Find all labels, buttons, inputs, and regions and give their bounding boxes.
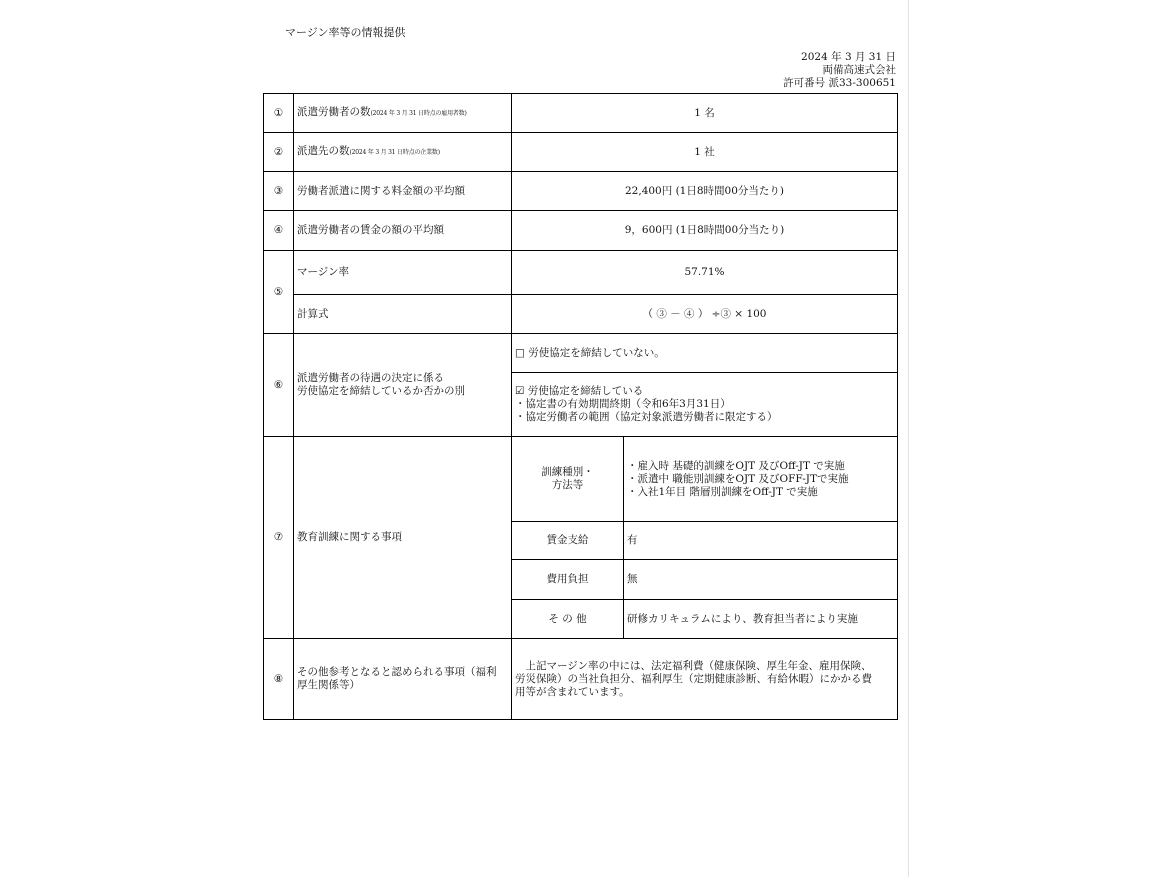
value-line: ・雇入時 基礎的訓練をOJT 及びOff-JT で実施 — [627, 459, 845, 472]
value-line: ・派遣中 職能別訓練をOJT 及びOFF-JTで実施 — [627, 472, 849, 485]
label-text: 派遣先の数 — [297, 145, 350, 157]
training-type-value — [624, 437, 898, 522]
table-row — [264, 251, 898, 295]
margin-rate-value: 57.71% — [512, 251, 898, 295]
row-number: ⑤ — [264, 251, 294, 334]
row-number: ③ — [264, 172, 294, 211]
label-note: (2024 年 3 月 31 日時点の雇用者数) — [370, 110, 467, 117]
document-date: 2024 年 3 月 31 日 — [801, 51, 896, 63]
row-number: ④ — [264, 211, 294, 251]
license-number: 許可番号 派33-300651 — [783, 77, 896, 89]
margin-info-table — [263, 93, 898, 720]
wage-payment-value: 有 — [624, 522, 898, 560]
row-number: ⑥ — [264, 334, 294, 437]
row-label — [294, 133, 512, 172]
label-text: 派遣労働者の数 — [297, 106, 371, 118]
row-label — [294, 639, 512, 720]
table-row — [264, 639, 898, 720]
row-label: 派遣労働者の賃金の額の平均額 — [294, 211, 512, 251]
label-line: その他参考となると認められる事項（福利 — [297, 666, 497, 678]
row-label: 教育訓練に関する事項 — [294, 437, 512, 639]
company-name: 両備高速式会社 — [822, 64, 896, 76]
table-row — [264, 211, 898, 251]
row-number: ⑦ — [264, 437, 294, 639]
document-header — [783, 51, 896, 90]
label-line: 労使協定を締結しているか否かの別 — [297, 385, 465, 397]
training-type-label — [512, 437, 624, 522]
row-number: ② — [264, 133, 294, 172]
row-label — [294, 94, 512, 133]
table-row — [264, 133, 898, 172]
row-number: ① — [264, 94, 294, 133]
label-line: 方法等 — [551, 479, 584, 491]
label-line: 厚生関係等） — [297, 679, 360, 691]
document-title: マージン率等の情報提供 — [285, 26, 406, 39]
other-value: 研修カリキュラムにより、教育担当者により実施 — [624, 600, 898, 639]
label-note: (2024 年 3 月 31 日時点の企業数) — [349, 149, 440, 156]
value-line: ・入社1年目 階層別訓練をOff-JT で実施 — [627, 485, 818, 498]
row-number: ⑧ — [264, 639, 294, 720]
value-line: 用等が含まれています。 — [515, 685, 630, 698]
formula-value: （ ③ － ④ ） ÷③ × 100 — [512, 295, 898, 334]
option-concluded — [512, 373, 898, 437]
table-row — [264, 94, 898, 133]
row-value: 9，600円 (1日8時間00分当たり) — [512, 211, 898, 251]
option-line: ☑ 労使協定を締結している — [515, 385, 644, 397]
label-line: 派遣労働者の待遇の決定に係る — [297, 372, 444, 384]
option-line: ・協定書の有効期間終期（令和6年3月31日） — [515, 398, 731, 410]
row-value: 1 名 — [512, 94, 898, 133]
page-edge — [908, 0, 909, 877]
other-label: そ の 他 — [512, 600, 624, 639]
row-label — [294, 334, 512, 437]
table-row — [264, 334, 898, 373]
wage-payment-label: 賃金支給 — [512, 522, 624, 560]
row-label: 計算式 — [294, 295, 512, 334]
row-value: 1 社 — [512, 133, 898, 172]
value-line: 労災保険）の当社負担分、福利厚生（定期健康診断、有給休暇）にかかる費 — [515, 672, 872, 685]
table-row — [264, 172, 898, 211]
label-line: 訓練種別・ — [541, 466, 594, 478]
row-label: 労働者派遣に関する料金額の平均額 — [294, 172, 512, 211]
option-not-concluded: □ 労使協定を締結していない。 — [512, 334, 898, 373]
row-value: 22,400円 (1日8時間00分当たり) — [512, 172, 898, 211]
table-row — [264, 437, 898, 522]
row-label: マージン率 — [294, 251, 512, 295]
table-row — [264, 295, 898, 334]
cost-burden-label: 費用負担 — [512, 560, 624, 600]
notes-value — [512, 639, 898, 720]
value-line: 上記マージン率の中には、法定福利費（健康保険、厚生年金、雇用保険、 — [525, 659, 872, 672]
cost-burden-value: 無 — [624, 560, 898, 600]
option-line: ・協定労働者の範囲（協定対象派遣労働者に限定する） — [515, 411, 778, 423]
